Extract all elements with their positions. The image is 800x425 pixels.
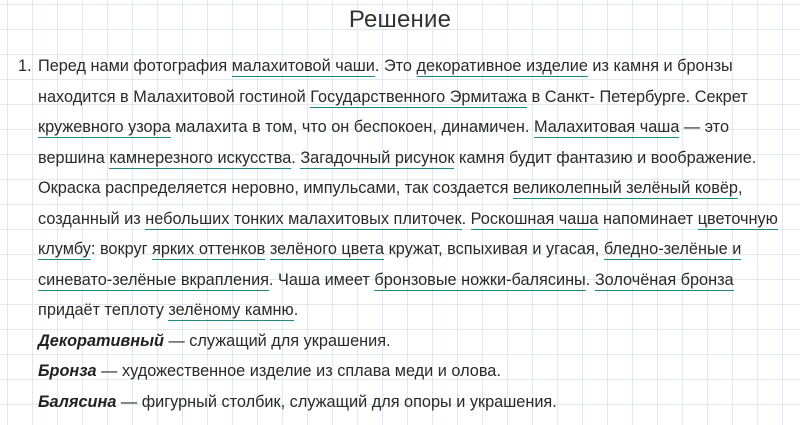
- definition-text: — служащий для украшения.: [163, 331, 391, 350]
- text-segment: .: [585, 270, 595, 289]
- definition-term: Декоративный: [38, 331, 164, 350]
- text-segment: из камня и бронзы находится в Малахитовой гостиной: [38, 57, 733, 106]
- underlined-phrase: ярких оттенков: [152, 240, 266, 258]
- definition-term: Балясина: [38, 392, 117, 411]
- text-segment: . Чаша имеет: [268, 270, 375, 289]
- underlined-phrase: цветочную клумбу: [38, 209, 778, 258]
- underlined-phrase: зелёному камню: [168, 301, 294, 319]
- definition-item: [38, 326, 778, 357]
- underlined-phrase: кружевного узора: [38, 118, 171, 136]
- underlined-phrase: небольших тонких малахитовых плиточек: [145, 209, 462, 228]
- underlined-phrase: бледно-зелёные и синевато-зелёные вкрапления: [38, 240, 742, 289]
- underlined-phrase: Загадочный рисунок: [300, 148, 455, 167]
- underlined-phrase: декоративное изделие: [416, 57, 588, 75]
- text-segment: : вокруг: [90, 240, 153, 258]
- definition-item: [38, 387, 778, 418]
- text-segment: в Санкт- Петербурге. Секрет: [527, 87, 748, 106]
- text-segment: кружат, вспыхивая и угасая,: [384, 240, 604, 258]
- definition-item: [38, 356, 778, 387]
- text-segment: . Это: [374, 57, 417, 75]
- definitions-list: [38, 326, 778, 418]
- text-segment: , созданный из: [38, 179, 743, 228]
- text-segment: .: [291, 148, 301, 167]
- underlined-phrase: камнерезного искусства: [109, 148, 292, 167]
- underlined-phrase: бронзовые ножки-балясины: [374, 270, 586, 289]
- solution-content: [18, 51, 778, 417]
- text-segment: Перед нами фотография: [38, 57, 232, 75]
- text-segment: .: [461, 209, 471, 228]
- text-segment: .: [293, 301, 299, 319]
- solution-paragraph: [38, 51, 778, 326]
- definition-text: — фигурный столбик, служащий для опоры и украшения.: [116, 392, 557, 411]
- underlined-phrase: зелёного цвета: [269, 240, 385, 258]
- text-segment: — это вершина: [38, 118, 729, 167]
- underlined-phrase: Золочёная бронза: [594, 270, 734, 289]
- item-number: 1.: [18, 57, 32, 75]
- text-segment: камня будит фантазию и воображение. Окраска распределяется неровно, импульсами, так создается: [38, 148, 757, 197]
- underlined-phrase: Роскошная чаша: [470, 209, 599, 228]
- text-segment: малахита в том, что он беспокоен, динамичен.: [170, 118, 534, 136]
- text-segment: напоминает: [598, 209, 698, 228]
- page-title: Решение: [348, 6, 452, 33]
- underlined-phrase: Государственного Эрмитажа: [310, 87, 528, 106]
- underlined-phrase: великолепный зелёный ковёр: [512, 179, 738, 197]
- definition-text: — художественное изделие из сплава меди и олова.: [96, 362, 501, 380]
- definition-term: Бронза: [38, 362, 97, 380]
- text-segment: придаёт теплоту: [38, 301, 169, 319]
- underlined-phrase: малахитовой чаши: [231, 57, 375, 75]
- underlined-phrase: Малахитовая чаша: [533, 118, 680, 136]
